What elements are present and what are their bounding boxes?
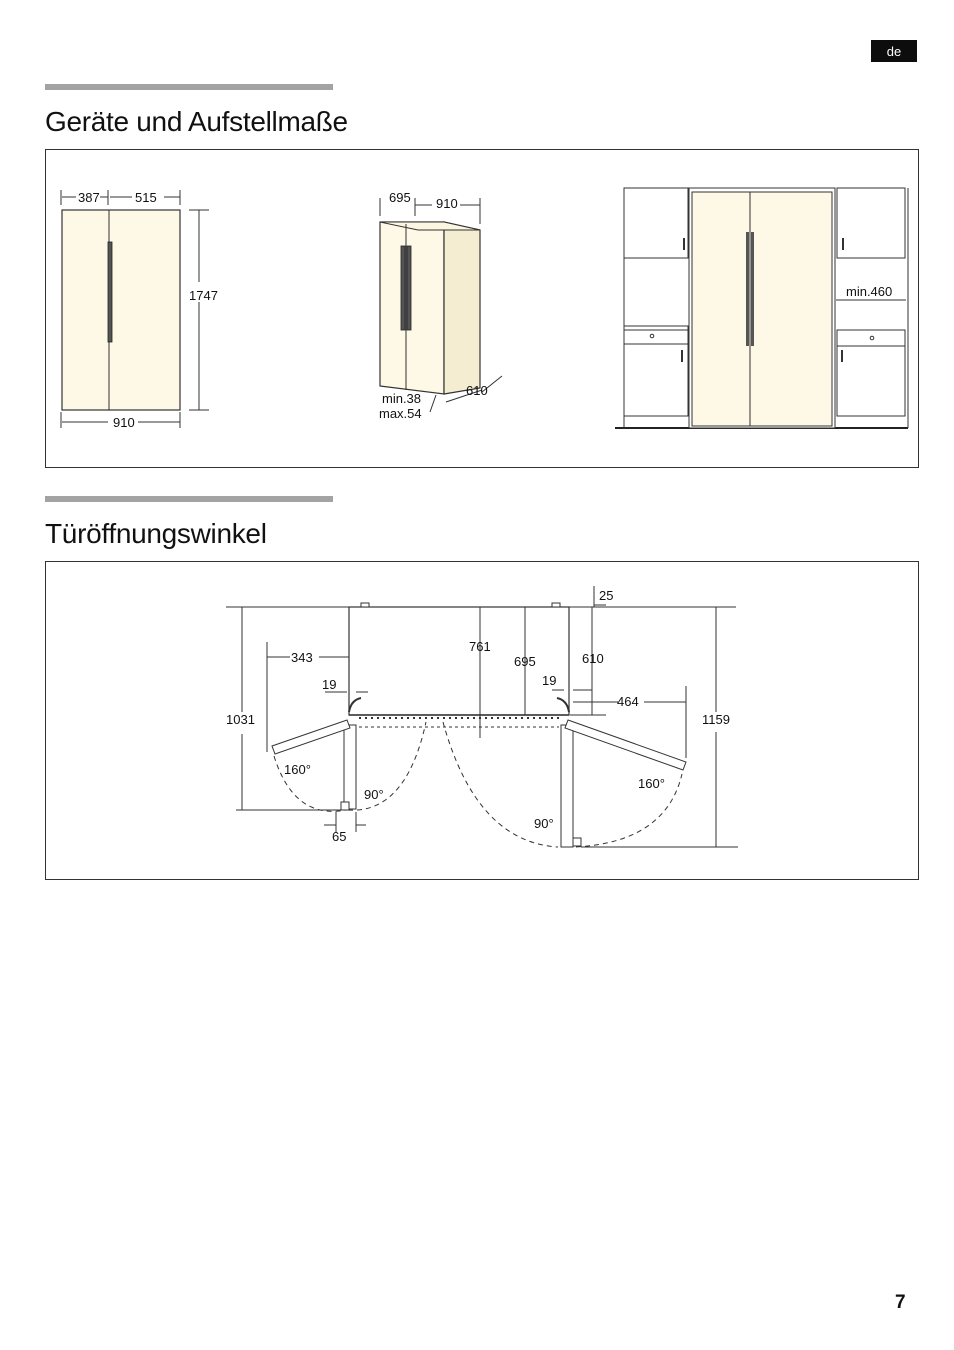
dim-left-door-offset: 65 bbox=[332, 829, 347, 844]
perspective-view-fridge bbox=[379, 190, 502, 421]
dim-gap-max: max.54 bbox=[379, 406, 422, 421]
section-title-door-angle: Türöffnungswinkel bbox=[45, 518, 267, 549]
door-angle-diagram-panel bbox=[45, 561, 919, 880]
front-view-fridge bbox=[61, 190, 218, 430]
dim-perspective-body: 610 bbox=[466, 383, 488, 398]
dimensions-diagram-panel bbox=[45, 149, 919, 468]
section-rule bbox=[45, 84, 333, 90]
dim-perspective-width: 910 bbox=[436, 196, 458, 211]
dim-depth-with-door: 761 bbox=[469, 639, 491, 654]
dim-width-right: 515 bbox=[135, 190, 157, 205]
dimensions-diagram bbox=[46, 150, 918, 467]
angle-right-open: 160° bbox=[638, 776, 665, 791]
dim-width-left: 387 bbox=[78, 190, 100, 205]
door-angle-diagram bbox=[46, 562, 918, 879]
angle-left-open: 160° bbox=[284, 762, 311, 777]
page-number: 7 bbox=[895, 1292, 906, 1313]
dim-right-hinge: 19 bbox=[542, 673, 557, 688]
dim-total-width: 910 bbox=[113, 415, 135, 430]
language-badge: de bbox=[871, 40, 917, 62]
angle-left-90: 90° bbox=[364, 787, 384, 802]
dim-depth-body: 610 bbox=[582, 651, 604, 666]
section-rule bbox=[45, 496, 333, 502]
dim-left-clearance: 343 bbox=[291, 650, 313, 665]
dim-height: 1747 bbox=[189, 288, 218, 303]
section-title-dimensions: Geräte und Aufstellmaße bbox=[45, 106, 348, 137]
dim-right-clearance: 464 bbox=[617, 694, 639, 709]
angle-right-90: 90° bbox=[534, 816, 554, 831]
dim-perspective-depth: 695 bbox=[389, 190, 411, 205]
installation-view bbox=[615, 188, 908, 428]
dim-depth: 695 bbox=[514, 654, 536, 669]
dim-top-offset: 25 bbox=[599, 588, 614, 603]
dim-gap-min: min.38 bbox=[382, 391, 422, 406]
dim-left-hinge: 19 bbox=[322, 677, 337, 692]
dim-right-total: 1159 bbox=[702, 712, 730, 727]
dim-min-side: min.460 bbox=[846, 284, 893, 299]
dim-left-total: 1031 bbox=[226, 712, 255, 727]
